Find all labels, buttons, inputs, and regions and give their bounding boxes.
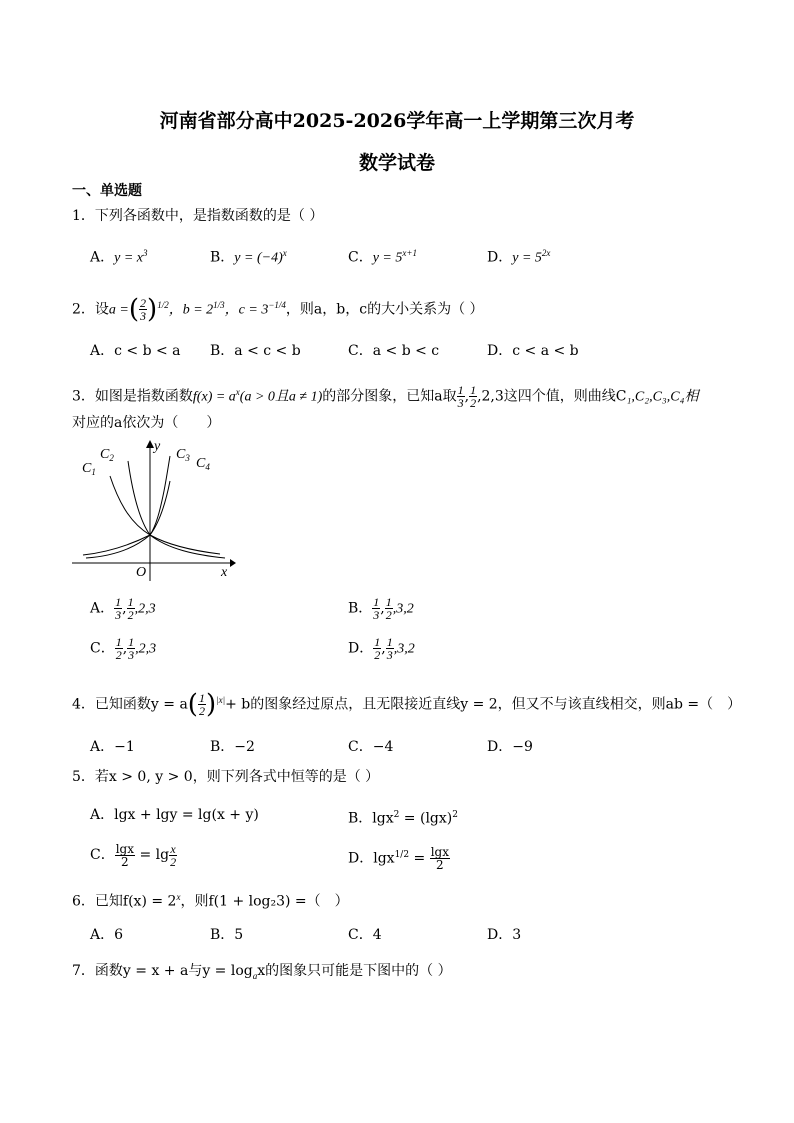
question-1-stem: 1．下列各函数中，是指数函数的是（ ）	[72, 208, 324, 224]
page-title: 河南省部分高中2025-2026学年高一上学期第三次月考	[159, 110, 635, 132]
q1-option-d: D．$y = 5^{2x}$	[487, 248, 551, 266]
q3-option-a: A． $\frac{1}{3}$ , $\frac{1}{2}$ ,2,3	[90, 595, 156, 622]
question-3-line-1: 3．如图是指数函数$f(x) = a^x(a > 0$且a ≠ 1)的部分图象，已知a取 $\frac{1}{3}$ , $\frac{1}{2}$ ,2,3这四个值，则曲线C₁,C₂,C₃,C₄相	[72, 383, 699, 411]
q3-option-c: C． $\frac{1}{2}$ , $\frac{1}{3}$ ,2,3	[90, 635, 157, 662]
q2-option-c: C．a < b < c	[348, 343, 440, 359]
label-c2: $C_2$	[100, 447, 114, 463]
question-4-stem: 4．已知函数y = a( $\frac{1}{2}$ )$^{|x|}$+ b的图象经过原点，且无限接近直线y = 2，但又不与该直线相交，则ab =（ ）	[72, 689, 742, 720]
q4-option-c: C．−4	[348, 739, 394, 755]
q4-option-b: B．−2	[210, 739, 255, 755]
q4-option-d: D．−9	[487, 739, 533, 755]
y-axis-arrow	[146, 440, 154, 448]
q2-option-b: B．a < c < b	[210, 343, 301, 359]
label-origin: O	[136, 565, 147, 580]
label-c1: $C_1$	[82, 461, 96, 477]
q1-option-b: B．$y = (-4)^x$	[210, 248, 287, 266]
exponential-curves-graph	[70, 436, 240, 584]
label-x: x	[221, 565, 228, 580]
question-2-stem: 2．设a =( $\frac{2}{3}$ )$^{1/2}$，$b = 2^{1/3}$，$c = 3^{-1/4}$，则a，b，c的大小关系为（ ）	[72, 294, 484, 325]
label-y: y	[154, 439, 161, 454]
curve-c1	[86, 456, 170, 558]
q6-option-a: A．6	[90, 927, 124, 943]
q3-option-b: B． $\frac{1}{3}$ , $\frac{1}{2}$ ,3,2	[348, 595, 414, 622]
q3-option-d: D． $\frac{1}{2}$ , $\frac{1}{3}$ ,3,2	[348, 635, 415, 662]
q1-option-c: C．$y = 5^{x+1}$	[348, 248, 417, 266]
curve-c4	[128, 461, 225, 558]
label-c4: $C_4$	[196, 456, 210, 472]
q2-option-a: A．c < b < a	[90, 343, 181, 359]
question-6-stem: 6．已知$f(x) = 2^x$，则f(1 + log₂3) =（ ）	[72, 892, 349, 910]
question-3-line-2: 对应的a依次为（ ）	[72, 415, 221, 431]
q5-option-c: C． $\frac{\lg x}{2}$ = lg $\frac{x}{2}$	[90, 841, 177, 869]
page-subtitle: 数学试卷	[358, 152, 435, 174]
label-c3: $C_3$	[176, 447, 190, 463]
question-5-stem: 5．若x > 0, y > 0，则下列各式中恒等的是（ ）	[72, 769, 380, 785]
q6-option-b: B．5	[210, 927, 244, 943]
question-7-stem: 7．函数y = x + a与$y = \log_ax$的图象只可能是下图中的（ ）	[72, 963, 452, 981]
q5-option-a: A．lgx + lgy = lg(x + y)	[90, 807, 259, 823]
q5-option-b: B．$\lg x^2 = (\lg x)^2$	[348, 810, 458, 827]
section-heading: 一、单选题	[72, 183, 142, 199]
q1-option-a: A．$y = x^3$	[90, 248, 148, 266]
q4-option-a: A．−1	[90, 739, 135, 755]
q2-option-d: D．c < a < b	[487, 343, 579, 359]
q6-option-c: C．4	[348, 927, 382, 943]
q6-option-d: D．3	[487, 927, 522, 943]
x-axis-arrow	[230, 559, 236, 567]
q5-option-d: D．lgx$^{1/2}$ = $\frac{\lg x}{2}$	[348, 845, 449, 873]
